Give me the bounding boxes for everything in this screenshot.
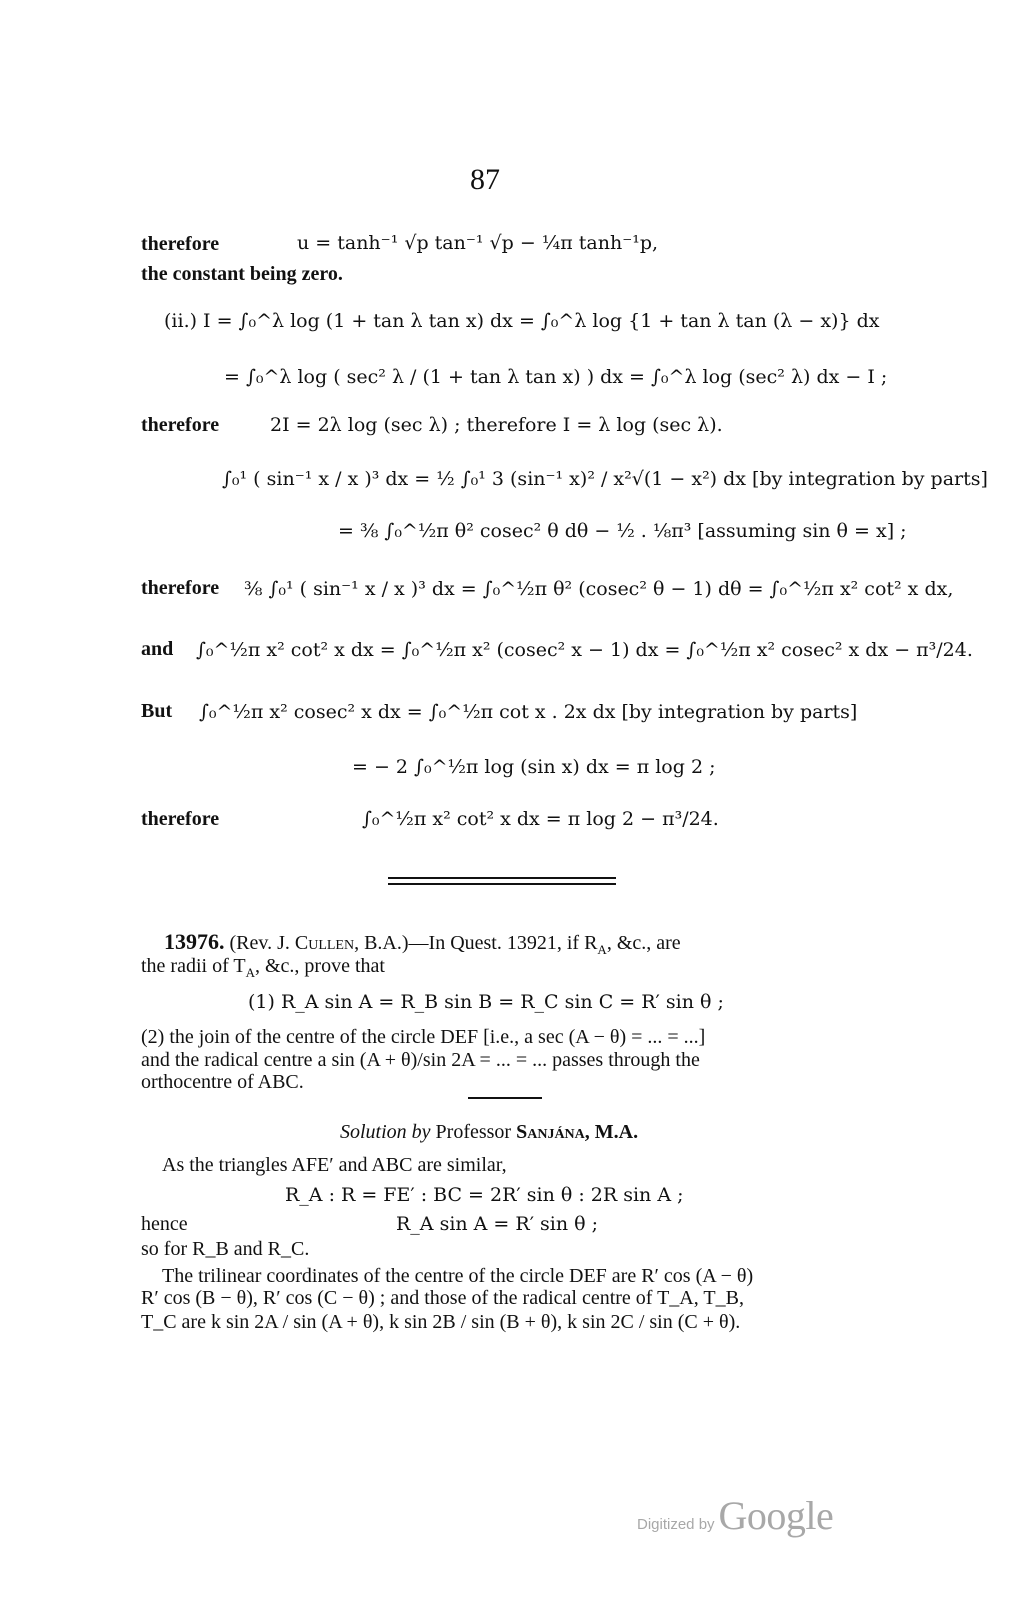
after-ra: , &c., are [606,932,681,954]
equation-2I: 2I = 2λ log (sec λ) ; therefore I = λ log (sec λ). [270,414,723,436]
therefore-label-3: therefore [141,577,220,599]
integral-sin-inverse: ∫₀¹ ( sin⁻¹ x / x )³ dx = ½ ∫₀¹ 3 (sin⁻¹ x)² / x²√(1 − x²) dx [by integration by parts] [222,468,988,490]
question-number: 13976. [164,929,225,954]
equation-final: ∫₀^½π x² cot² x dx = π log 2 − π³/24. [362,808,719,830]
equation-log-sin: = − 2 ∫₀^½π log (sin x) dx = π log 2 ; [352,756,716,778]
solver-degree: , M.A. [584,1121,639,1143]
therefore-label-4: therefore [141,808,220,830]
therefore-label-2: therefore [141,414,220,436]
author-prefix: (Rev. J. [229,932,290,954]
author-suffix: , B.A.)—In Quest. 13921, if R [354,932,598,954]
author-name: Cullen [294,932,355,954]
solver-name: Sanjána [516,1121,585,1143]
question-equation-1: (1) R_A sin A = R_B sin B = R_C sin C = R′ sin θ ; [248,991,724,1013]
hence-label: hence [141,1213,188,1235]
equation-x2cosec2: ∫₀^½π x² cosec² x dx = ∫₀^½π cot x . 2x dx [by integration by parts] [199,701,858,723]
prove-text: , &c., prove that [255,955,385,977]
radii-text: the radii of T [141,955,246,977]
equation-ii-line1: (ii.) I = ∫₀^λ log (1 + tan λ tan x) dx = ∫₀^λ log {1 + tan λ tan (λ − x)} dx [164,310,880,332]
therefore-label-1: therefore [141,233,220,255]
constant-zero-text: the constant being zero. [141,263,343,285]
equation-ii-line2: = ∫₀^λ log ( sec² λ / (1 + tan λ tan x) ) dx = ∫₀^λ log (sec² λ) dx − I ; [224,366,888,388]
solution-word: Solution by [340,1121,431,1143]
solution-line1: As the triangles AFE′ and ABC are similar, [162,1154,507,1176]
professor-word: Professor [435,1121,512,1143]
question-header [164,929,832,958]
subscript-a: A [597,942,607,957]
subscript-ta: A [245,965,255,980]
question-part2-line2: and the radical centre a sin (A + θ)/sin 2A = ... = ... passes through the [141,1049,700,1071]
solution-trilinear-1: The trilinear coordinates of the centre of the circle DEF are R′ cos (A − θ) [162,1265,754,1287]
solution-ratio: R_A : R = FE′ : BC = 2R′ sin θ : 2R sin A ; [285,1184,684,1206]
solution-so-for: so for R_B and R_C. [141,1238,310,1260]
solution-hence-eq: R_A sin A = R′ sin θ ; [396,1213,599,1235]
digitized-by-google-watermark [637,1492,833,1539]
watermark-google-logo: Google [718,1493,834,1538]
but-label: But [141,700,173,722]
and-label: and [141,638,174,660]
solution-trilinear-3: T_C are k sin 2A / sin (A + θ), k sin 2B / sin (B + θ), k sin 2C / sin (C + θ). [141,1311,741,1333]
watermark-small-text: Digitized by [637,1516,715,1533]
equation-x2cot2: ∫₀^½π x² cot² x dx = ∫₀^½π x² (cosec² x − 1) dx = ∫₀^½π x² cosec² x dx − π³/24. [196,639,973,661]
question-part2-line1: (2) the join of the centre of the circle DEF [i.e., a sec (A − θ) = ... = ...] [141,1026,706,1048]
solution-heading [340,1121,638,1144]
solution-trilinear-2: R′ cos (B − θ), R′ cos (C − θ) ; and those of the radical centre of T_A, T_B, [141,1287,744,1309]
equation-u: u = tanh⁻¹ √p tan⁻¹ √p − ¼π tanh⁻¹p, [297,232,659,254]
equation-three-eighths: ⅜ ∫₀¹ ( sin⁻¹ x / x )³ dx = ∫₀^½π θ² (cosec² θ − 1) dθ = ∫₀^½π x² cot² x dx, [244,578,954,600]
page-number: 87 [470,163,500,196]
double-rule-bottom [388,883,616,885]
question-line2 [141,955,385,981]
short-rule [468,1097,542,1099]
integral-theta: = ⅜ ∫₀^½π θ² cosec² θ dθ − ½ . ⅛π³ [assuming sin θ = x] ; [338,520,907,542]
question-part2-line3: orthocentre of ABC. [141,1071,304,1093]
double-rule-top [388,877,616,879]
